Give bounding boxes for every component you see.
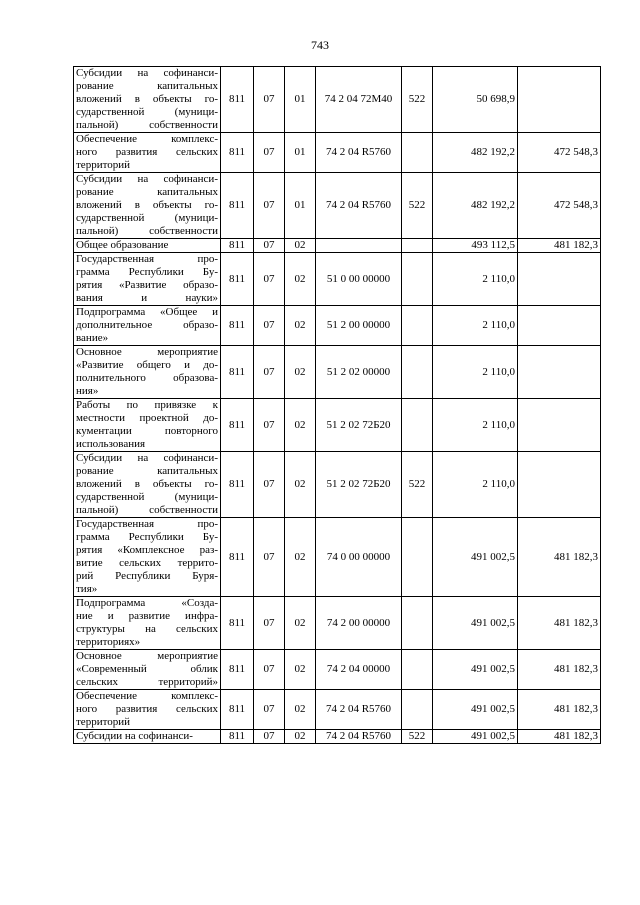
row-ved-cell: 811 — [221, 730, 254, 744]
row-amount-1-cell: 2 110,0 — [433, 399, 518, 452]
row-ved-cell: 811 — [221, 239, 254, 253]
row-name-cell: Субсидии на софинанси- рование капитальных вложений в объекты го- сударственной (муници- пальной) собственности — [74, 173, 221, 239]
row-target-article-cell: 74 2 00 00000 — [316, 597, 402, 650]
row-expense-type-cell — [402, 239, 433, 253]
row-amount-2-cell: 472 548,3 — [518, 173, 601, 239]
row-section-cell: 07 — [254, 452, 285, 518]
row-section-cell: 07 — [254, 399, 285, 452]
row-subsection-cell: 02 — [285, 650, 316, 690]
row-ved-cell: 811 — [221, 67, 254, 133]
row-name-cell: Основное мероприятие «Современный облик сельских территорий» — [74, 650, 221, 690]
row-ved-cell: 811 — [221, 253, 254, 306]
row-amount-2-cell: 481 182,3 — [518, 690, 601, 730]
row-target-article-cell: 74 2 04 R5760 — [316, 730, 402, 744]
table-row — [74, 253, 601, 306]
row-ved-cell: 811 — [221, 133, 254, 173]
row-section-cell: 07 — [254, 67, 285, 133]
table-row — [74, 399, 601, 452]
row-amount-2-cell — [518, 67, 601, 133]
row-section-cell: 07 — [254, 239, 285, 253]
table-row — [74, 239, 601, 253]
row-name-cell: Обеспечение комплекс- ного развития сельских территорий — [74, 690, 221, 730]
row-amount-2-cell: 481 182,3 — [518, 650, 601, 690]
row-expense-type-cell — [402, 690, 433, 730]
row-subsection-cell: 02 — [285, 306, 316, 346]
row-amount-1-cell: 2 110,0 — [433, 253, 518, 306]
row-section-cell: 07 — [254, 306, 285, 346]
row-name-cell: Подпрограмма «Общее и дополнительное образо- вание» — [74, 306, 221, 346]
row-expense-type-cell — [402, 650, 433, 690]
row-amount-2-cell — [518, 253, 601, 306]
row-section-cell: 07 — [254, 730, 285, 744]
row-amount-2-cell — [518, 306, 601, 346]
row-ved-cell: 811 — [221, 173, 254, 239]
row-target-article-cell: 74 2 04 72М40 — [316, 67, 402, 133]
row-expense-type-cell — [402, 133, 433, 173]
row-name-cell: Государственная про- грамма Республики Бу- рятия «Развитие образо- вания и науки» — [74, 253, 221, 306]
table-row — [74, 597, 601, 650]
table-row — [74, 67, 601, 133]
row-target-article-cell: 74 2 04 R5760 — [316, 173, 402, 239]
row-amount-2-cell — [518, 346, 601, 399]
row-expense-type-cell — [402, 346, 433, 399]
table-row — [74, 306, 601, 346]
row-amount-1-cell: 493 112,5 — [433, 239, 518, 253]
row-target-article-cell: 74 2 04 R5760 — [316, 133, 402, 173]
row-subsection-cell: 01 — [285, 67, 316, 133]
row-section-cell: 07 — [254, 650, 285, 690]
row-expense-type-cell: 522 — [402, 452, 433, 518]
page-number: 743 — [311, 38, 329, 52]
row-amount-1-cell: 482 192,2 — [433, 173, 518, 239]
row-subsection-cell: 01 — [285, 173, 316, 239]
table-row — [74, 518, 601, 597]
row-subsection-cell: 02 — [285, 452, 316, 518]
row-section-cell: 07 — [254, 690, 285, 730]
row-ved-cell: 811 — [221, 690, 254, 730]
table-body — [74, 67, 601, 744]
row-amount-2-cell — [518, 399, 601, 452]
row-expense-type-cell — [402, 399, 433, 452]
row-name-cell: Работы по привязке к местности проектной до- кументации повторного использования — [74, 399, 221, 452]
table-row — [74, 650, 601, 690]
row-name-cell: Подпрограмма «Созда- ние и развитие инфра- структуры на сельских территориях» — [74, 597, 221, 650]
row-section-cell: 07 — [254, 518, 285, 597]
row-ved-cell: 811 — [221, 452, 254, 518]
row-name-cell: Субсидии на софинанси- рование капитальных вложений в объекты го- сударственной (муници- пальной) собственности — [74, 452, 221, 518]
row-name-cell: Субсидии на софинанси- рование капитальных вложений в объекты го- сударственной (муници- пальной) собственности — [74, 67, 221, 133]
row-subsection-cell: 02 — [285, 399, 316, 452]
row-section-cell: 07 — [254, 346, 285, 399]
row-amount-1-cell: 482 192,2 — [433, 133, 518, 173]
row-subsection-cell: 02 — [285, 730, 316, 744]
row-expense-type-cell — [402, 518, 433, 597]
row-amount-2-cell: 481 182,3 — [518, 239, 601, 253]
row-section-cell: 07 — [254, 133, 285, 173]
row-amount-1-cell: 2 110,0 — [433, 452, 518, 518]
row-amount-1-cell: 2 110,0 — [433, 346, 518, 399]
table-row — [74, 133, 601, 173]
row-amount-2-cell: 481 182,3 — [518, 518, 601, 597]
row-amount-1-cell: 491 002,5 — [433, 730, 518, 744]
row-target-article-cell — [316, 239, 402, 253]
row-target-article-cell: 51 2 02 72Б20 — [316, 452, 402, 518]
row-ved-cell: 811 — [221, 650, 254, 690]
row-section-cell: 07 — [254, 597, 285, 650]
row-ved-cell: 811 — [221, 399, 254, 452]
table-row — [74, 452, 601, 518]
row-target-article-cell: 74 2 04 00000 — [316, 650, 402, 690]
row-name-cell: Обеспечение комплекс- ного развития сельских территорий — [74, 133, 221, 173]
row-ved-cell: 811 — [221, 597, 254, 650]
row-amount-2-cell — [518, 452, 601, 518]
row-expense-type-cell: 522 — [402, 67, 433, 133]
row-amount-1-cell: 2 110,0 — [433, 306, 518, 346]
row-amount-1-cell: 491 002,5 — [433, 518, 518, 597]
row-subsection-cell: 02 — [285, 518, 316, 597]
row-name-cell: Основное мероприятие «Развитие общего и до- полнительного образова- ния» — [74, 346, 221, 399]
row-section-cell: 07 — [254, 173, 285, 239]
row-expense-type-cell — [402, 597, 433, 650]
row-section-cell: 07 — [254, 253, 285, 306]
row-target-article-cell: 74 0 00 00000 — [316, 518, 402, 597]
table-row — [74, 730, 601, 744]
table-row — [74, 690, 601, 730]
row-amount-2-cell: 472 548,3 — [518, 133, 601, 173]
row-ved-cell: 811 — [221, 306, 254, 346]
table-row — [74, 346, 601, 399]
row-amount-1-cell: 491 002,5 — [433, 597, 518, 650]
row-subsection-cell: 02 — [285, 597, 316, 650]
row-subsection-cell: 02 — [285, 346, 316, 399]
row-name-cell: Государственная про- грамма Республики Бу- рятия «Комплексное раз- витие сельских террито- рий Республики Буря- тия» — [74, 518, 221, 597]
budget-table — [73, 66, 601, 744]
row-ved-cell: 811 — [221, 346, 254, 399]
row-subsection-cell: 02 — [285, 253, 316, 306]
row-target-article-cell: 74 2 04 R5760 — [316, 690, 402, 730]
row-target-article-cell: 51 0 00 00000 — [316, 253, 402, 306]
row-amount-1-cell: 50 698,9 — [433, 67, 518, 133]
row-name-cell: Субсидии на софинанси- — [74, 730, 221, 744]
row-expense-type-cell: 522 — [402, 173, 433, 239]
row-ved-cell: 811 — [221, 518, 254, 597]
row-expense-type-cell: 522 — [402, 730, 433, 744]
row-amount-1-cell: 491 002,5 — [433, 690, 518, 730]
row-amount-2-cell: 481 182,3 — [518, 730, 601, 744]
row-amount-1-cell: 491 002,5 — [433, 650, 518, 690]
row-amount-2-cell: 481 182,3 — [518, 597, 601, 650]
row-subsection-cell: 02 — [285, 239, 316, 253]
row-target-article-cell: 51 2 02 72Б20 — [316, 399, 402, 452]
row-subsection-cell: 01 — [285, 133, 316, 173]
row-expense-type-cell — [402, 253, 433, 306]
row-target-article-cell: 51 2 02 00000 — [316, 346, 402, 399]
row-name-cell: Общее образование — [74, 239, 221, 253]
row-expense-type-cell — [402, 306, 433, 346]
row-subsection-cell: 02 — [285, 690, 316, 730]
row-target-article-cell: 51 2 00 00000 — [316, 306, 402, 346]
table-row — [74, 173, 601, 239]
